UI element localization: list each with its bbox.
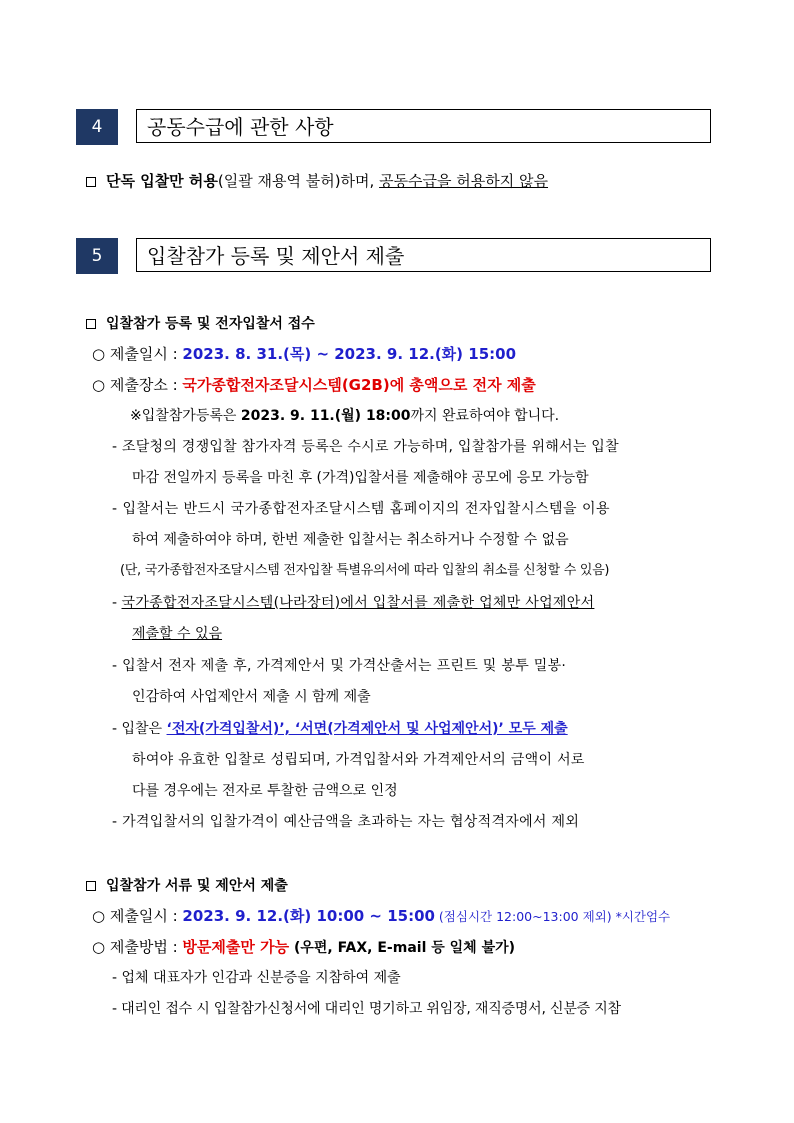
bullet-1-line-1: - 조달청의 경쟁입찰 참가자격 등록은 수시로 가능하며, 입찰참가를 위해서는 입찰: [112, 439, 619, 455]
note-date: 2023. 9. 11.(월) 18:00: [240, 408, 411, 424]
method-label: ○ 제출방법 :: [92, 938, 183, 956]
bullet-3-text: 국가종합전자조달시스템(나라장터)에서 입찰서를 제출한 업체만 사업제안서: [121, 595, 595, 611]
date-label: ○ 제출일시 :: [92, 907, 183, 925]
method-note: (우편, FAX, E-mail 등 일체 불가): [289, 940, 516, 956]
date-value: 2023. 9. 12.(화) 10:00 ~ 15:00: [182, 907, 435, 925]
bullet-2-line-1: - 입찰서는 반드시 국가종합전자조달시스템 홈페이지의 전자입찰시스템을 이용: [112, 501, 611, 517]
sub2-heading: [86, 876, 288, 896]
note-suffix: 까지 완료하여야 합니다.: [410, 408, 560, 424]
sub1-note: [130, 406, 559, 426]
checkbox-square-icon: [86, 177, 96, 187]
sub1-date-line: [92, 344, 516, 364]
bullet-4-line-2: 인감하여 사업제안서 제출 시 함께 제출: [132, 689, 371, 705]
method-value: 방문제출만 가능: [182, 938, 290, 956]
sub2-heading-text: 입찰참가 서류 및 제안서 제출: [106, 878, 288, 894]
section-title-5: 입찰참가 등록 및 제안서 제출: [136, 238, 711, 272]
bullet-5-line-2: 하여야 유효한 입찰로 성립되며, 가격입찰서와 가격제안서의 금액이 서로: [132, 752, 585, 768]
date-value: 2023. 8. 31.(목) ~ 2023. 9. 12.(화) 15:00: [182, 345, 517, 363]
body-text: (일괄 재용역 불허)하며,: [217, 172, 380, 190]
date-note: (점심시간 12:00~13:00 제외) *시간엄수: [434, 909, 671, 924]
bullet-2-line-2: 하여 제출하여야 하며, 한번 제출한 입찰서는 취소하거나 수정할 수 없음: [132, 532, 569, 548]
place-value: 국가종합전자조달시스템(G2B)에 총액으로 전자 제출: [182, 376, 536, 394]
note-prefix: ※입찰참가등록은: [130, 408, 241, 424]
bullet-5-emphasis: ‘전자(가격입찰서)’, ‘서면(가격제안서 및 사업제안서)’ 모두 제출: [166, 721, 568, 737]
underlined-text: 공동수급을 허용하지 않음: [379, 172, 549, 190]
sub1-place-line: [92, 375, 536, 395]
bullet-1-line-2: 마감 전일까지 등록을 마친 후 (가격)입찰서를 제출해야 공모에 응모 가능함: [132, 470, 589, 486]
emphasis-text: 단독 입찰만 허용: [106, 172, 218, 190]
section-number-5: 5: [76, 238, 118, 274]
checkbox-square-icon: [86, 319, 96, 329]
section-number-4: 4: [76, 109, 118, 145]
date-label: ○ 제출일시 :: [92, 345, 183, 363]
sub1-heading: [86, 314, 315, 334]
checkbox-square-icon: [86, 881, 96, 891]
section4-line: [86, 171, 548, 191]
sub2-bullet-2: - 대리인 접수 시 입찰참가신청서에 대리인 명기하고 위임장, 재직증명서, 신분증 지참: [112, 1001, 621, 1017]
bullet-4-line-1: - 입찰서 전자 제출 후, 가격제안서 및 가격산출서는 프린트 및 봉투 밀봉·: [112, 658, 567, 674]
bullet-3-line-1: [112, 593, 594, 613]
sub2-bullet-1: - 업체 대표자가 인감과 신분증을 지참하여 제출: [112, 970, 401, 986]
bullet-5-prefix: - 입찰은: [112, 721, 167, 737]
sub2-date-line: [92, 906, 670, 927]
sub1-heading-text: 입찰참가 등록 및 전자입찰서 접수: [106, 316, 315, 332]
bullet-3-line-2: 제출할 수 있음: [132, 626, 223, 642]
place-label: ○ 제출장소 :: [92, 376, 183, 394]
bullet-5-line-1: [112, 719, 568, 739]
bullet-6: - 가격입찰서의 입찰가격이 예산금액을 초과하는 자는 협상적격자에서 제외: [112, 814, 580, 830]
section-title-4: 공동수급에 관한 사항: [136, 109, 711, 143]
bullet-dash: -: [112, 595, 122, 611]
sub2-method-line: [92, 937, 515, 958]
bullet-2-line-3: (단, 국가종합전자조달시스템 전자입찰 특별유의서에 따라 입찰의 취소를 신청할 수 있음): [120, 563, 610, 578]
bullet-5-line-3: 다를 경우에는 전자로 투찰한 금액으로 인정: [132, 783, 398, 799]
